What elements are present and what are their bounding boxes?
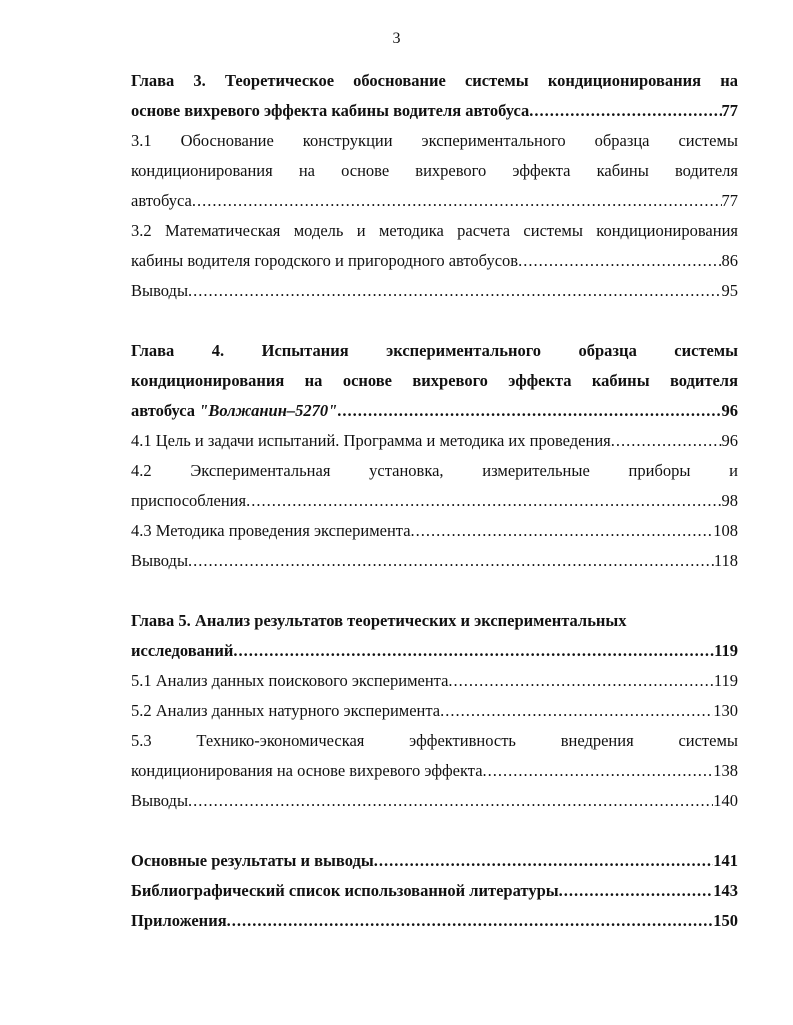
toc-entry-text: 5.1 Анализ данных поискового эксперимента bbox=[131, 671, 449, 690]
chapter-3-conclusions bbox=[131, 276, 738, 306]
section-4-2-line-2 bbox=[131, 486, 738, 516]
toc-page-number: 108 bbox=[713, 521, 738, 540]
toc-page-number: 141 bbox=[713, 851, 738, 870]
toc-page-number: 150 bbox=[713, 911, 738, 930]
section-3-2-line-2 bbox=[131, 246, 738, 276]
section-5-2 bbox=[131, 696, 738, 726]
dot-leader bbox=[440, 696, 713, 726]
chapter-4-title-line-2: кондиционирования на основе вихревого эффекта кабины водителя bbox=[131, 371, 738, 390]
chapter-4-conclusions bbox=[131, 546, 738, 576]
toc-page-number: 96 bbox=[721, 431, 738, 450]
toc-entry-text: исследований bbox=[131, 641, 234, 660]
toc-page-number: 140 bbox=[713, 791, 738, 810]
dot-leader bbox=[374, 846, 714, 876]
bus-model-title: "Волжанин–5270" bbox=[199, 401, 338, 420]
chapter-4-title-line-1: Глава 4. Испытания экспериментального образца системы bbox=[131, 341, 738, 360]
toc-entry-text: 4.1 Цель и задачи испытаний. Программа и методика их проведения bbox=[131, 431, 611, 450]
chapter-5-title-line-2 bbox=[131, 636, 738, 666]
section-5-1 bbox=[131, 666, 738, 696]
toc-page-number: 98 bbox=[721, 491, 738, 510]
dot-leader bbox=[611, 426, 722, 456]
chapter-3-title-line-2 bbox=[131, 96, 738, 126]
dot-leader bbox=[246, 486, 721, 516]
toc-page-number: 86 bbox=[721, 251, 738, 270]
toc-page-number: 96 bbox=[721, 401, 738, 420]
toc-page-number: 95 bbox=[721, 281, 738, 300]
dot-leader bbox=[483, 756, 714, 786]
toc-page-number: 130 bbox=[713, 701, 738, 720]
page-number: 3 bbox=[392, 30, 401, 47]
toc-page-number: 119 bbox=[713, 671, 738, 690]
section-4-2-line-1: 4.2 Экспериментальная установка, измерительные приборы и bbox=[131, 461, 738, 480]
dot-leader bbox=[227, 906, 714, 936]
dot-leader bbox=[188, 546, 714, 576]
section-4-1 bbox=[131, 426, 738, 456]
toc-entry-text: кондиционирования на основе вихревого эффекта bbox=[131, 761, 483, 780]
dot-leader bbox=[192, 186, 722, 216]
chapter-5-title-line-1: Глава 5. Анализ результатов теоретических и экспериментальных bbox=[131, 611, 627, 630]
toc-entry-text bbox=[131, 396, 337, 426]
toc-entry-text: автобуса bbox=[131, 191, 192, 210]
toc-entry-text: приспособления bbox=[131, 491, 247, 510]
section-3-2-line-1: 3.2 Математическая модель и методика расчета системы кондиционирования bbox=[131, 221, 738, 240]
dot-leader bbox=[337, 396, 721, 426]
dot-leader bbox=[188, 786, 713, 816]
section-3-1-line-3 bbox=[131, 186, 738, 216]
appendices-entry bbox=[131, 906, 738, 936]
dot-leader bbox=[411, 516, 714, 546]
toc-page-number: 118 bbox=[713, 551, 738, 570]
toc-page-number: 143 bbox=[713, 881, 738, 900]
dot-leader bbox=[529, 96, 721, 126]
dot-leader bbox=[233, 636, 714, 666]
dot-leader bbox=[518, 246, 721, 276]
toc-page-number: 138 bbox=[713, 761, 738, 780]
toc-entry-text: Выводы bbox=[131, 281, 189, 300]
toc-entry-text: 4.3 Методика проведения эксперимента bbox=[131, 521, 411, 540]
chapter-3-title-line-1: Глава 3. Теоретическое обоснование системы кондиционирования на bbox=[131, 71, 738, 90]
toc-page-number: 119 bbox=[714, 641, 738, 660]
bibliography-entry bbox=[131, 876, 738, 906]
toc-entry-text: Основные результаты и выводы bbox=[131, 851, 374, 870]
toc-page-number: 77 bbox=[721, 101, 738, 120]
toc-entry-text: Выводы bbox=[131, 791, 189, 810]
dot-leader bbox=[448, 666, 713, 696]
toc-entry-text: Приложения bbox=[131, 911, 227, 930]
toc-entry-text: кабины водителя городского и пригородного автобусов bbox=[131, 251, 519, 270]
dot-leader bbox=[188, 276, 721, 306]
section-3-1-line-1: 3.1 Обоснование конструкции экспериментального образца системы bbox=[131, 131, 738, 150]
toc-entry-text: 5.2 Анализ данных натурного эксперимента bbox=[131, 701, 441, 720]
toc-entry-text: Выводы bbox=[131, 551, 189, 570]
main-results-entry bbox=[131, 846, 738, 876]
section-5-3-line-2 bbox=[131, 756, 738, 786]
chapter-5-conclusions bbox=[131, 786, 738, 816]
toc-entry-text: основе вихревого эффекта кабины водителя автобуса bbox=[131, 101, 530, 120]
dot-leader bbox=[559, 876, 714, 906]
chapter-4-title-prefix: автобуса bbox=[131, 401, 196, 420]
chapter-4-title-line-3 bbox=[131, 396, 738, 426]
section-4-3 bbox=[131, 516, 738, 546]
toc-page-number: 77 bbox=[721, 191, 738, 210]
section-3-1-line-2: кондиционирования на основе вихревого эффекта кабины водителя bbox=[131, 161, 738, 180]
section-5-3-line-1: 5.3 Технико-экономическая эффективность внедрения системы bbox=[131, 731, 738, 750]
toc-entry-text: Библиографический список использованной литературы bbox=[131, 881, 559, 900]
table-of-contents bbox=[131, 66, 738, 936]
